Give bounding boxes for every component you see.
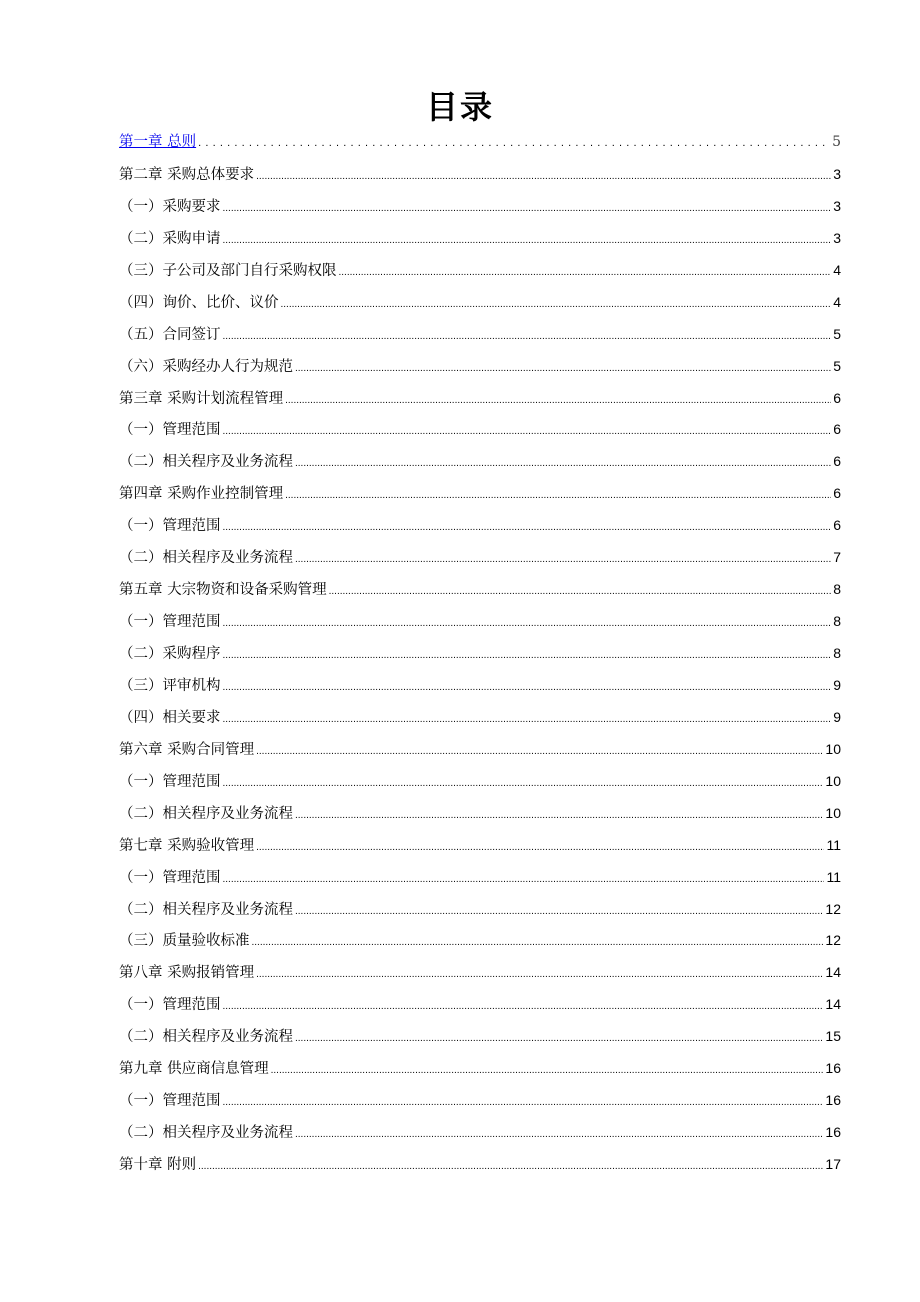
toc-entry[interactable]	[119, 223, 841, 255]
toc-dot-leader	[223, 672, 832, 704]
toc-entry[interactable]	[119, 351, 841, 383]
toc-page-number: 6	[833, 517, 841, 534]
toc-dot-leader	[329, 576, 832, 608]
toc-dot-leader	[252, 927, 824, 959]
toc-entry[interactable]	[119, 989, 841, 1021]
toc-entry-label: （二）采购程序	[119, 646, 221, 662]
toc-dot-leader	[285, 385, 831, 417]
toc-entry-label: 第十章 附则	[119, 1157, 197, 1173]
toc-page-number: 8	[833, 613, 841, 630]
toc-entry[interactable]	[119, 510, 841, 542]
toc-dot-leader	[295, 353, 831, 385]
toc-page-number: 16	[825, 1060, 841, 1077]
toc-dot-leader	[285, 480, 831, 512]
toc-entry-label: 第六章 采购合同管理	[119, 741, 255, 758]
toc-page-number: 12	[825, 900, 841, 917]
toc-page-number: 8	[833, 645, 841, 661]
toc-page-number: 6	[833, 485, 841, 502]
toc-page-number: 6	[833, 421, 841, 438]
toc-entry-label: （一）管理范围	[119, 869, 221, 886]
toc-dot-leader	[256, 736, 823, 768]
toc-page-number: 3	[833, 165, 841, 182]
toc-entry-label: 第九章 供应商信息管理	[119, 1061, 269, 1078]
toc-entry[interactable]	[119, 606, 841, 638]
toc-dot-leader	[223, 704, 832, 736]
toc-dot-leader	[295, 800, 823, 832]
toc-entry-label: （一）管理范围	[119, 773, 221, 790]
toc-entry[interactable]	[119, 446, 841, 478]
toc-entry-label: （一）管理范围	[119, 614, 221, 631]
toc-dot-leader	[198, 128, 830, 160]
toc-entry[interactable]	[119, 670, 841, 702]
toc-dot-leader	[295, 1119, 823, 1151]
toc-entry-label: （三）评审机构	[119, 677, 221, 694]
toc-entry[interactable]	[119, 191, 841, 223]
toc-entry-label: （二）相关程序及业务流程	[119, 1029, 293, 1046]
toc-entry[interactable]	[119, 574, 841, 606]
toc-entry-label: 第五章 大宗物资和设备采购管理	[119, 582, 327, 599]
toc-page-number: 6	[833, 453, 841, 470]
toc-page-number: 16	[825, 1092, 841, 1109]
toc-entry-label: （二）相关程序及业务流程	[119, 454, 293, 471]
toc-entry[interactable]	[119, 159, 841, 191]
toc-page-number: 3	[833, 229, 841, 246]
toc-page-number: 7	[833, 549, 841, 566]
toc-entry-label: 第二章 采购总体要求	[119, 166, 255, 183]
toc-entry-label: 第四章 采购作业控制管理	[119, 486, 284, 503]
toc-entry-label: （一）采购要求	[119, 198, 221, 215]
toc-dot-leader	[223, 193, 832, 225]
toc-entry[interactable]	[119, 638, 841, 670]
toc-entry[interactable]	[119, 1053, 841, 1085]
toc-dot-leader	[271, 1055, 824, 1087]
toc-page-number: 17	[825, 1156, 841, 1172]
toc-entry-label: 第三章 采购计划流程管理	[119, 390, 284, 407]
toc-page-number: 6	[833, 389, 841, 406]
toc-entry-label: （一）管理范围	[119, 422, 221, 439]
toc-entry-label: （二）采购申请	[119, 230, 221, 247]
toc-page-number: 14	[825, 996, 841, 1013]
toc-entry-label: 第八章 采购报销管理	[119, 965, 255, 982]
toc-dot-leader	[295, 1023, 823, 1055]
toc-entry[interactable]	[119, 255, 841, 287]
toc-entry-label: （五）合同签订	[119, 326, 221, 343]
toc-page-number: 9	[833, 708, 841, 725]
toc-entry[interactable]	[119, 1149, 841, 1181]
toc-page-number: 9	[833, 676, 841, 693]
toc-page-number: 5	[832, 134, 841, 150]
toc-page-number: 4	[833, 293, 841, 310]
toc-entry-label: （二）相关程序及业务流程	[119, 901, 293, 918]
toc-dot-leader	[223, 864, 825, 896]
toc-entry-label: （二）相关程序及业务流程	[119, 550, 293, 567]
toc-entry[interactable]	[119, 1085, 841, 1117]
toc-entry[interactable]	[119, 1117, 841, 1149]
toc-dot-leader	[223, 768, 824, 800]
toc-entry-label: （一）管理范围	[119, 997, 221, 1014]
toc-entry-label: （四）相关要求	[119, 709, 221, 726]
toc-entry[interactable]	[119, 702, 841, 734]
toc-dot-leader	[281, 289, 832, 321]
toc-dot-leader	[223, 991, 824, 1023]
toc-entry[interactable]	[119, 925, 841, 957]
toc-entry[interactable]	[119, 542, 841, 574]
toc-dot-leader	[223, 1087, 824, 1119]
toc-entry-label: 第七章 采购验收管理	[119, 837, 255, 854]
toc-entry-label: （二）相关程序及业务流程	[119, 1125, 293, 1142]
toc-dot-leader	[295, 448, 831, 480]
toc-entry-label: （六）采购经办人行为规范	[119, 358, 293, 375]
toc-entry[interactable]	[119, 734, 841, 766]
toc-title: 目录	[425, 88, 494, 126]
toc-entry[interactable]	[119, 798, 841, 830]
table-of-contents	[119, 127, 841, 1181]
toc-page-number: 10	[825, 804, 841, 821]
toc-entry[interactable]	[119, 1021, 841, 1053]
toc-dot-leader	[223, 225, 832, 257]
toc-page-number: 12	[825, 932, 841, 949]
toc-page-number: 8	[833, 581, 841, 598]
toc-entry-label: （三）质量验收标准	[119, 933, 250, 950]
toc-dot-leader	[256, 959, 823, 991]
toc-page-number: 5	[833, 357, 841, 374]
toc-dot-leader	[295, 544, 831, 576]
toc-dot-leader	[198, 1151, 823, 1183]
toc-entry-label[interactable]: 第一章 总则	[119, 134, 197, 150]
toc-dot-leader	[223, 321, 832, 353]
toc-entry[interactable]	[119, 414, 841, 446]
toc-dot-leader	[223, 640, 832, 672]
toc-entry-label: （一）管理范围	[119, 518, 221, 535]
toc-page-number: 15	[825, 1028, 841, 1045]
toc-entry[interactable]	[119, 319, 841, 351]
toc-page-number: 10	[825, 740, 841, 757]
toc-dot-leader	[339, 257, 832, 289]
toc-page-number: 11	[826, 836, 841, 853]
toc-entry-label: （三）子公司及部门自行采购权限	[119, 262, 337, 279]
toc-entry[interactable]	[119, 383, 841, 415]
toc-page-number: 10	[825, 772, 841, 789]
toc-entry-label: （一）管理范围	[119, 1093, 221, 1110]
toc-entry[interactable]	[119, 766, 841, 798]
toc-dot-leader	[223, 512, 832, 544]
toc-entry[interactable]	[119, 957, 841, 989]
toc-entry[interactable]	[119, 862, 841, 894]
toc-entry[interactable]	[119, 894, 841, 926]
toc-dot-leader	[223, 608, 832, 640]
toc-page-number: 14	[825, 964, 841, 981]
toc-dot-leader	[256, 161, 831, 193]
toc-entry[interactable]	[119, 830, 841, 862]
toc-entry-label: （四）询价、比价、议价	[119, 294, 279, 311]
toc-dot-leader	[223, 416, 832, 448]
toc-page-number: 4	[833, 261, 841, 278]
toc-entry-label: （二）相关程序及业务流程	[119, 805, 293, 822]
toc-entry[interactable]	[119, 127, 841, 159]
toc-page-number: 16	[825, 1124, 841, 1141]
toc-entry[interactable]	[119, 287, 841, 319]
toc-dot-leader	[295, 896, 823, 928]
toc-entry[interactable]	[119, 478, 841, 510]
toc-dot-leader	[256, 832, 824, 864]
toc-page-number: 11	[826, 868, 841, 885]
toc-page-number: 5	[833, 325, 841, 342]
toc-page-number: 3	[833, 197, 841, 214]
